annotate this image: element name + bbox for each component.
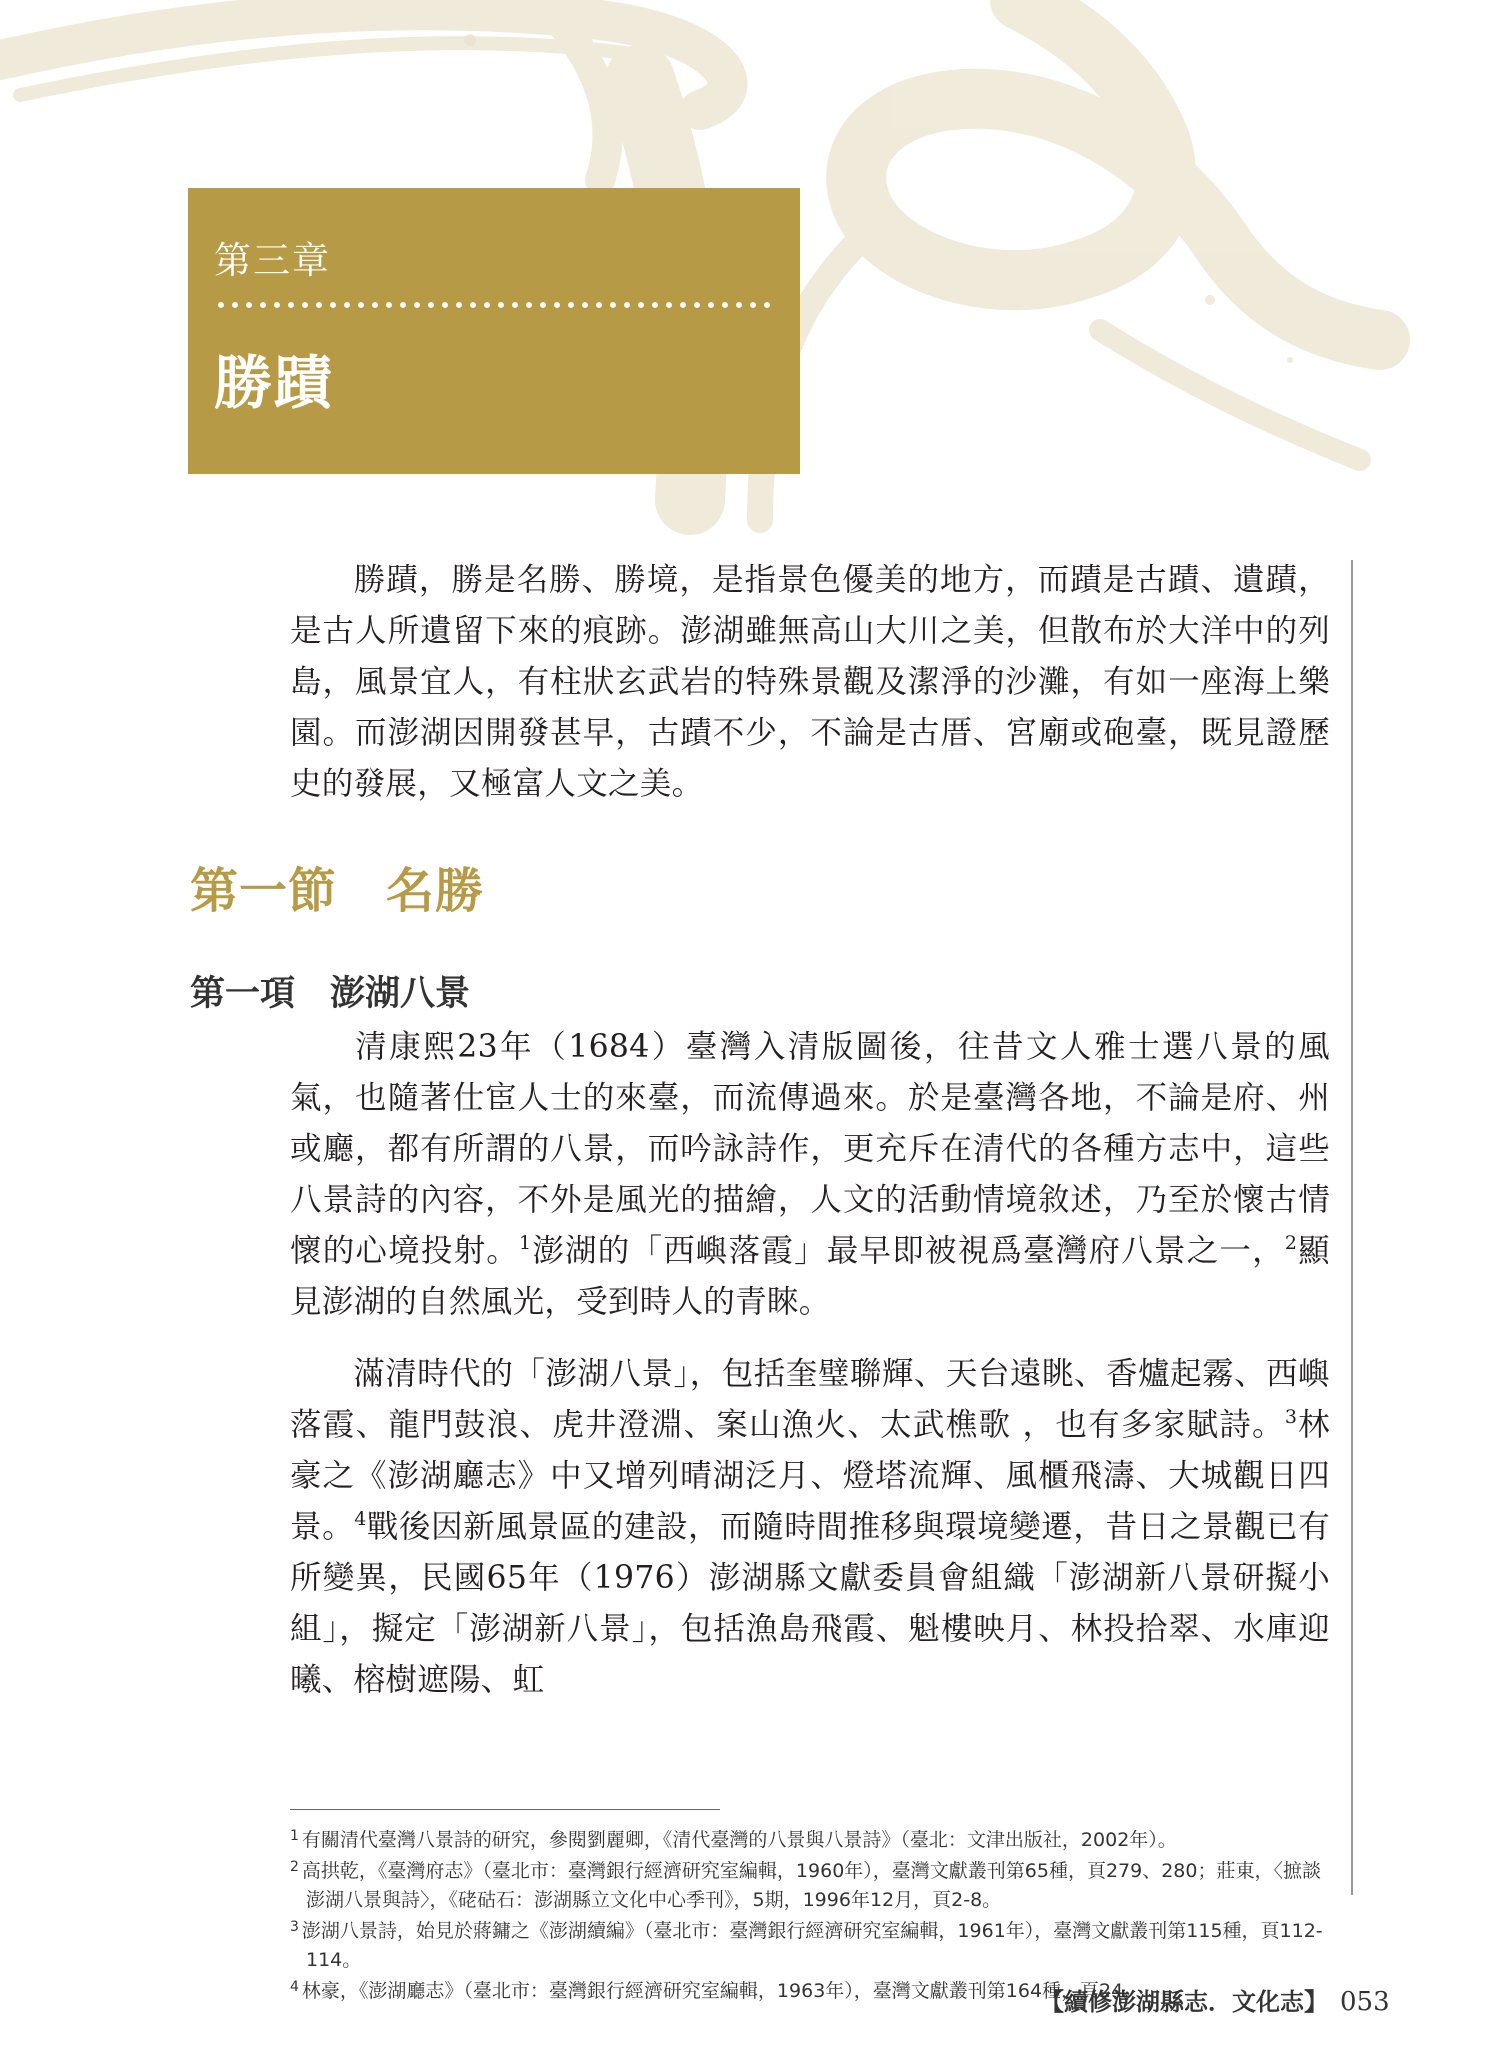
footnote-text: 有關清代臺灣八景詩的研究，參閱劉麗卿，《清代臺灣的八景與八景詩》（臺北：文津出版社，2002年）。 <box>301 1829 1177 1851</box>
footnote-ref[interactable]: 2 <box>1284 1232 1298 1254</box>
footnote <box>290 1917 1330 1975</box>
footnote-ref[interactable]: 1 <box>519 1232 532 1254</box>
running-footer <box>1040 1982 1390 2017</box>
footnote-divider <box>290 1809 720 1810</box>
intro-paragraph <box>290 555 1330 810</box>
body-text: 戰後因新風景區的建設，而隨時間推移與環境變遷，昔日之景觀已有所變異，民國65年（1976）澎湖縣文獻委員會組織「澎湖新八景研擬小組」，擬定「澎湖新八景」，包括漁島飛霞、魁樓映月、林投拾翠、水庫迎曦、榕樹遮陽、虹 <box>290 1509 1330 1698</box>
footnote-ref[interactable]: 3 <box>1284 1406 1298 1428</box>
subsection-heading: 第一項 澎湖八景 <box>190 974 471 1014</box>
chapter-heading-block <box>188 188 800 474</box>
footnote-text: 高拱乾，《臺灣府志》（臺北市：臺灣銀行經濟研究室編輯，1960年），臺灣文獻叢刊第65種，頁279、280；莊東，〈摭談澎湖八景與詩〉，《硓𥑮石：澎湖縣立文化中心季刊》，5期，1996年12月，頁2-8。 <box>301 1860 1321 1911</box>
footnote-number: 4 <box>290 1979 299 1995</box>
intro-text: 勝蹟，勝是名勝、勝境，是指景色優美的地方，而蹟是古蹟、遺蹟，是古人所遺留下來的痕跡。澎湖雖無高山大川之美，但散布於大洋中的列島，風景宜人，有柱狀玄武岩的特殊景觀及潔淨的沙灘，有如一座海上樂園。而澎湖因開發甚早，古蹟不少，不論是古厝、宮廟或砲臺，既見證歷史的發展，又極富人文之美。 <box>290 562 1330 802</box>
footnote-text: 澎湖八景詩，始見於蔣鏞之《澎湖續編》（臺北市：臺灣銀行經濟研究室編輯，1961年），臺灣文獻叢刊第115種，頁112-114。 <box>301 1920 1323 1971</box>
footnote <box>290 1826 1330 1855</box>
section-heading: 第一節 名勝 <box>190 863 485 919</box>
body-text: 顯見澎湖的自然風光，受到時人的青睞。 <box>290 1233 1330 1320</box>
book-title: 【續修澎湖縣志．文化志】 <box>1040 1987 1328 2016</box>
body-text: 林豪之《澎湖廳志》中又增列晴湖泛月、燈塔流輝、風櫃飛濤、大城觀日四景。 <box>290 1407 1330 1545</box>
body-text: 澎湖的「西嶼落霞」最早即被視爲臺灣府八景之一， <box>531 1233 1285 1269</box>
footnote-number: 3 <box>290 1919 299 1935</box>
body-text: 滿清時代的「澎湖八景」，包括奎璧聯輝、天台遠眺、香爐起霧、西嶼落霞、龍門鼓浪、虎井澄淵、案山漁火、太武樵歌 ，也有多家賦詩。 <box>290 1356 1330 1443</box>
margin-rule <box>1351 560 1353 1895</box>
body-paragraph-1 <box>290 1022 1330 1328</box>
footnote <box>290 1857 1330 1915</box>
body-text: 清康熙23年（1684）臺灣入清版圖後，往昔文人雅士選八景的風氣，也隨著仕宦人士的來臺，而流傳過來。於是臺灣各地，不論是府、州或廳，都有所謂的八景，而吟詠詩作，更充斥在清代的各種方志中，這些八景詩的內容，不外是風光的描繪，人文的活動情境敘述，乃至於懷古情懷的心境投射。 <box>290 1029 1330 1269</box>
footnote-number: 1 <box>290 1828 299 1844</box>
page-number: 053 <box>1340 1987 1390 2017</box>
body-paragraph-2 <box>290 1349 1330 1706</box>
footnote-text: 林豪，《澎湖廳志》（臺北市：臺灣銀行經濟研究室編輯，1963年），臺灣文獻叢刊第164種，頁24。 <box>301 1980 1143 2002</box>
footnote-number: 2 <box>290 1859 299 1875</box>
dotted-divider <box>214 300 774 310</box>
chapter-number: 第三章 <box>214 239 331 282</box>
chapter-title: 勝蹟 <box>214 349 335 417</box>
footnotes <box>290 1826 1330 2008</box>
footnote-ref[interactable]: 4 <box>354 1508 367 1530</box>
